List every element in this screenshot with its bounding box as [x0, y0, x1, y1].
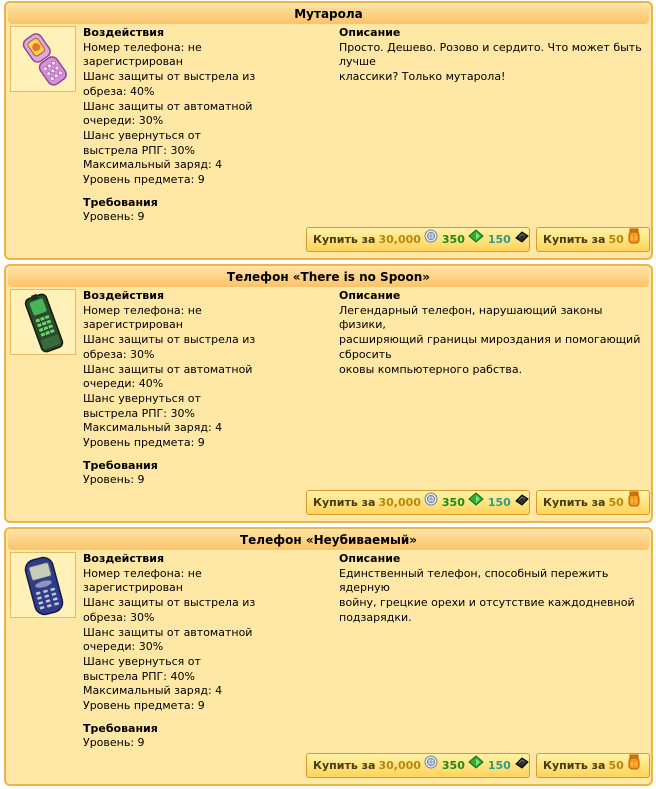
- effects-list: [83, 304, 283, 451]
- effects-list: [83, 41, 283, 188]
- item-image: [10, 552, 76, 618]
- buy-for-honey-button[interactable]: [536, 490, 650, 515]
- effect-line: Шанс защиты от автоматной: [83, 99, 253, 113]
- coin-icon: [424, 491, 438, 514]
- effect-line: выстрела РПГ: 30%: [83, 406, 195, 420]
- buy-for-honey-button[interactable]: [536, 753, 650, 778]
- effect-line: Номер телефона: не: [83, 566, 202, 580]
- honey-jar-icon: [627, 754, 641, 778]
- description-line: подзарядки.: [339, 610, 412, 624]
- description-section: [339, 552, 651, 626]
- buy-for-honey-button[interactable]: [536, 227, 650, 252]
- item-title: Мутарола: [8, 5, 649, 24]
- requirement-line: Уровень: 9: [83, 210, 145, 224]
- item-image: [10, 289, 76, 355]
- effect-line: очереди: 40%: [83, 377, 164, 391]
- description-section: [339, 26, 651, 85]
- effects-heading: Воздействия: [83, 552, 165, 565]
- honey-price: 50: [608, 233, 624, 246]
- description-line: войну, грецкие орехи и отсутствие каждодневной: [339, 596, 635, 610]
- description-line: Единственный телефон, способный пережить ядерную: [339, 566, 609, 595]
- effect-line: Уровень предмета: 9: [83, 699, 205, 713]
- effect-line: Максимальный заряд: 4: [83, 421, 223, 435]
- effect-line: Шанс защиты от выстрела из: [83, 70, 256, 84]
- oil-icon: [514, 491, 530, 514]
- description-line: оковы компьютерного рабства.: [339, 362, 523, 376]
- requirements-list: [83, 210, 283, 225]
- description-line: Просто. Дешево. Розово и сердито. Что может быть лучше: [339, 40, 642, 69]
- description-line: Легендарный телефон, нарушающий законы физики,: [339, 303, 603, 332]
- oil-price: 150: [487, 759, 511, 772]
- effect-line: Максимальный заряд: 4: [83, 158, 223, 172]
- buy-for-money-button[interactable]: [306, 753, 530, 778]
- item-title: Телефон «Неубиваемый»: [8, 531, 649, 550]
- effect-line: Шанс увернуться от: [83, 391, 201, 405]
- item-title: Телефон «There is no Spoon»: [8, 268, 649, 287]
- ore-icon: [468, 228, 484, 251]
- item-image: [10, 26, 76, 92]
- effect-line: очереди: 30%: [83, 640, 164, 654]
- oil-price: 150: [487, 233, 511, 246]
- buy-label: Купить за: [313, 233, 376, 246]
- effect-line: Шанс защиты от выстрела из: [83, 333, 256, 347]
- effect-line: зарегистрирован: [83, 55, 183, 69]
- requirement-line: Уровень: 9: [83, 736, 145, 750]
- money-price: 30,000: [378, 233, 421, 246]
- buy-label: Купить за: [313, 496, 376, 509]
- description-line: расширяющий границы мироздания и помогающий сбросить: [339, 333, 641, 361]
- money-price: 30,000: [378, 496, 421, 509]
- item-card: [4, 264, 653, 523]
- item-card: [4, 527, 653, 786]
- effects-section: [83, 552, 283, 751]
- effect-line: Шанс увернуться от: [83, 128, 201, 142]
- effect-line: Шанс увернуться от: [83, 654, 201, 668]
- effects-heading: Воздействия: [83, 26, 165, 39]
- effect-line: Номер телефона: не: [83, 303, 202, 317]
- honey-price: 50: [608, 759, 624, 772]
- effect-line: Уровень предмета: 9: [83, 173, 205, 187]
- buy-for-money-button[interactable]: [306, 490, 530, 515]
- effects-heading: Воздействия: [83, 289, 165, 302]
- buy-label: Купить за: [313, 759, 376, 772]
- effect-line: зарегистрирован: [83, 581, 183, 595]
- effect-line: Шанс защиты от автоматной: [83, 362, 253, 376]
- coin-icon: [424, 228, 438, 251]
- effect-line: Максимальный заряд: 4: [83, 684, 223, 698]
- effect-line: Номер телефона: не: [83, 40, 202, 54]
- requirements-heading: Требования: [83, 721, 158, 735]
- coin-icon: [424, 754, 438, 777]
- requirements-list: [83, 736, 283, 751]
- effect-line: Уровень предмета: 9: [83, 436, 205, 450]
- effect-line: зарегистрирован: [83, 318, 183, 332]
- description-heading: Описание: [339, 26, 401, 39]
- oil-icon: [514, 754, 530, 777]
- description-line: классики? Только мутарола!: [339, 70, 506, 84]
- description-text: [339, 41, 651, 85]
- oil-icon: [514, 228, 530, 251]
- effect-line: выстрела РПГ: 40%: [83, 669, 195, 683]
- description-text: [339, 567, 651, 626]
- ore-price: 350: [441, 759, 465, 772]
- effect-line: обреза: 30%: [83, 347, 155, 361]
- effects-section: [83, 26, 283, 225]
- ore-price: 350: [441, 233, 465, 246]
- buy-for-money-button[interactable]: [306, 227, 530, 252]
- money-price: 30,000: [378, 759, 421, 772]
- requirements-list: [83, 473, 283, 488]
- description-heading: Описание: [339, 289, 401, 302]
- effect-line: обреза: 40%: [83, 84, 155, 98]
- oil-price: 150: [487, 496, 511, 509]
- buy-label: Купить за: [543, 496, 606, 509]
- effect-line: выстрела РПГ: 30%: [83, 143, 195, 157]
- description-heading: Описание: [339, 552, 401, 565]
- requirements-heading: Требования: [83, 458, 158, 472]
- item-card: [4, 1, 653, 260]
- requirement-line: Уровень: 9: [83, 473, 145, 487]
- effect-line: очереди: 30%: [83, 114, 164, 128]
- honey-jar-icon: [627, 228, 641, 252]
- ore-price: 350: [441, 496, 465, 509]
- honey-price: 50: [608, 496, 624, 509]
- effect-line: Шанс защиты от автоматной: [83, 625, 253, 639]
- description-text: [339, 304, 651, 378]
- honey-jar-icon: [627, 491, 641, 515]
- effects-list: [83, 567, 283, 714]
- buy-label: Купить за: [543, 233, 606, 246]
- ore-icon: [468, 491, 484, 514]
- description-section: [339, 289, 651, 377]
- buy-label: Купить за: [543, 759, 606, 772]
- effect-line: обреза: 30%: [83, 610, 155, 624]
- requirements-heading: Требования: [83, 195, 158, 209]
- effects-section: [83, 289, 283, 488]
- effect-line: Шанс защиты от выстрела из: [83, 596, 256, 610]
- ore-icon: [468, 754, 484, 777]
